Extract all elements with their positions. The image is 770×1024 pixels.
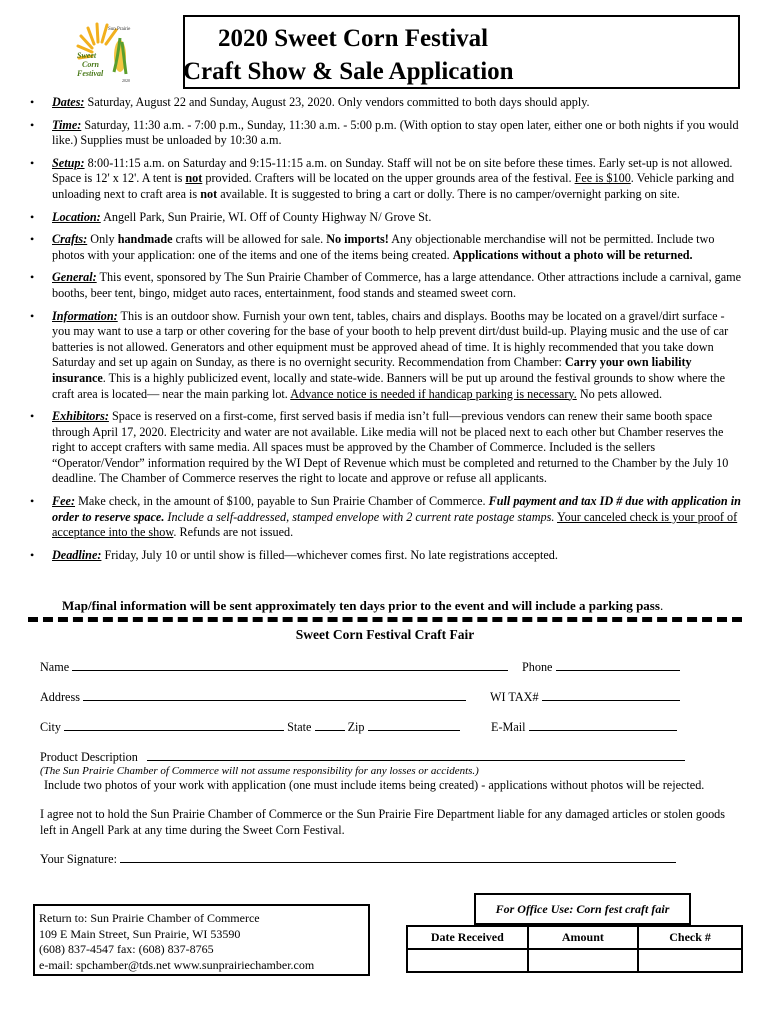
information-text-2: . This is a highly publicized event, locally and state-wide. Banners will be put up around the festival grounds to show where the craft area is located— near the main parking lot. xyxy=(52,370,726,401)
exhibitors-label: Exhibitors: xyxy=(52,409,109,424)
form-title: Sweet Corn Festival Craft Fair xyxy=(295,627,475,642)
witax-label: WI TAX# xyxy=(490,690,539,704)
crafts-label: Crafts: xyxy=(52,232,88,247)
bullet-setup: • Setup: 8:00-11:15 a.m. on Saturday and 9:15-11:15 a.m. on Sunday. Staff will not be on site before these times. Early set-up is not allowed. Space is 12' x 12'. A tent is not provided. Crafters will be located on the upper grounds area of the festival. Fee is $100. Vehicle parking and unloading next to craft area is not available. It is suggested to bring a cart or dolly. There is no camper/overnight parking on site. xyxy=(30,155,735,201)
logo-text-1: Sun Prairie xyxy=(108,27,131,32)
name-label: Name xyxy=(40,660,70,674)
return-line-3: (608) 837-4547 fax: (608) 837-8765 xyxy=(39,942,214,956)
witax-row xyxy=(490,689,680,706)
signature-field[interactable] xyxy=(120,851,676,863)
col-amount: Amount xyxy=(528,926,639,949)
fee-bold: Full payment and tax ID # due with application in order to reserve space. xyxy=(52,494,741,524)
bullet-general: • General: This event, sponsored by The Sun Prairie Chamber of Commerce, has a large attendance. Other attractions include a carnival, game booths, beer tent, bingo, midget auto races, entertainment, food stands and steamed sweet corn. xyxy=(30,270,742,300)
page-title: 2020 Sweet Corn Festival xyxy=(218,25,489,52)
crafts-handmade: handmade xyxy=(117,232,173,247)
info-bullets xyxy=(28,95,744,570)
logo-text-3: Corn xyxy=(82,60,99,69)
general-text: This event, sponsored by The Sun Prairie Chamber of Commerce, has a large attendance. Other attractions include a carnival, game booths, beer tent, bingo, midget auto races, entertainment, food stands and steamed sweet corn. xyxy=(52,270,742,300)
deadline-text: Friday, July 10 or until show is filled—whichever comes first. No late registrations accepted. xyxy=(104,547,558,562)
bullet-dates: • Dates: Saturday, August 22 and Sunday, August 23, 2020. Only vendors committed to both days should apply. xyxy=(30,95,590,109)
information-label: Information: xyxy=(52,308,118,323)
setup-label: Setup: xyxy=(52,155,85,170)
fee-text-3: . Refunds are not issued. xyxy=(173,525,294,540)
bullet-information: • Information: This is an outdoor show. Furnish your own tent, tables, chairs and displays. Booths may be located on a gravel/dirt surface - you may want to use a tarp or other covering for the base of your booth to help prevent dirt/dust build-up. Playing music and the use of car batteries is not allowed. Generators and other equipment must be approved ahead of time. It is highly recommended that you take down Saturday and set up again on Sunday, as there is no overnight security. Recommendation from Chamber: Carry your own liability insurance. This is a highly publicized event, locally and state-wide. Banners will be put up around the festival grounds to show where the craft area is located— near the main parking lot. Advance notice is needed if handicap parking is necessary. No pets allowed. xyxy=(30,308,729,401)
signature-label: Your Signature: xyxy=(40,852,117,866)
zip-label: Zip xyxy=(347,720,365,734)
information-text-1: This is an outdoor show. Furnish your own tent, tables, chairs and displays. Booths may be located on a gravel/dirt surface - you may want to use a tarp or other covering for the base of your booth to help prevent dirt/dust build-up. Playing music and the use of car batteries is not allowed. Generators and other equipment must be approved ahead of time. It is highly recommended that you take down Saturday and set up again on Sunday, as there is no overnight security. Recommendation from Chamber: xyxy=(52,308,729,370)
email-field[interactable] xyxy=(529,719,677,731)
fee-proof: Your canceled check is your proof of acceptance into the show xyxy=(52,509,738,540)
address-row xyxy=(40,689,466,706)
phone-label: Phone xyxy=(522,660,553,674)
product-field[interactable] xyxy=(147,749,685,761)
information-advance: Advance notice is needed if handicap parking is necessary. xyxy=(290,386,577,401)
setup-not-1: not xyxy=(185,171,203,186)
fee-text-1: Make check, in the amount of $100, payable to Sun Prairie Chamber of Commerce. xyxy=(78,494,489,509)
bullet-location: • Location: Angell Park, Sun Prairie, WI. Off of County Highway N/ Grove St. xyxy=(30,209,432,224)
amount-cell[interactable] xyxy=(528,949,639,972)
photos-note: Include two photos of your work with application (one must include items being created) - applications without photos will be rejected. xyxy=(44,778,705,792)
information-liability: Carry your own liability insurance xyxy=(52,355,692,385)
name-field[interactable] xyxy=(72,659,508,671)
logo-text-2: Sweet xyxy=(77,51,97,60)
fee-label: Fee: xyxy=(52,494,76,509)
return-line-1: Return to: Sun Prairie Chamber of Commerce xyxy=(39,911,260,925)
festival-logo xyxy=(74,16,138,86)
address-field[interactable] xyxy=(83,689,466,701)
map-info-line xyxy=(62,598,663,614)
bullet-time: • Time: Saturday, 11:30 a.m. - 7:00 p.m., Sunday, 11:30 a.m. - 5:00 p.m. (With option to stay open later, either one or both nights if you would like.) Supplies must be unloaded by 10:30 a.m. xyxy=(30,117,739,148)
location-text: Angell Park, Sun Prairie, WI. Off of County Highway N/ Grove St. xyxy=(103,209,432,224)
name-row xyxy=(40,659,508,676)
date-received-cell[interactable] xyxy=(407,949,528,972)
return-line-2: 109 E Main Street, Sun Prairie, WI 53590 xyxy=(39,926,241,941)
crafts-text-3: Any objectionable merchandise will not be permitted. Include two photos with your application: one of the items and one of the items being created. xyxy=(52,232,715,262)
city-row xyxy=(40,719,460,736)
dashed-divider xyxy=(28,617,742,622)
crafts-text-2: crafts will be allowed for sale. xyxy=(172,232,327,247)
setup-text-3: . Vehicle parking and unloading next to craft area is xyxy=(52,171,735,201)
col-date-received: Date Received xyxy=(407,926,528,949)
return-line-4: e-mail: spchamber@tds.net www.sunprairiechamber.com xyxy=(39,957,315,972)
logo-year: 2020 xyxy=(122,78,130,83)
setup-fee: Fee is $100 xyxy=(574,171,631,186)
logo-text-4: Festival xyxy=(77,69,104,78)
general-label: General: xyxy=(52,270,97,285)
product-label: Product Description xyxy=(40,750,138,764)
phone-field[interactable] xyxy=(556,659,680,671)
zip-field[interactable] xyxy=(368,719,460,731)
crafts-text-1: Only xyxy=(90,232,118,247)
bullet-fee: • Fee: Make check, in the amount of $100, payable to Sun Prairie Chamber of Commerce. Full payment and tax ID # due with application in order to reserve space. Include a self-addressed, stamped envelope with 2 current rate postage stamps. Your canceled check is your proof of acceptance into the show. Refunds are not issued. xyxy=(30,494,741,540)
information-text-3: No pets allowed. xyxy=(576,386,663,401)
dates-text: Saturday, August 22 and Sunday, August 23, 2020. Only vendors committed to both days should apply. xyxy=(87,95,590,109)
email-row xyxy=(491,719,677,736)
bullet-deadline: • Deadline: Friday, July 10 or until show is filled—whichever comes first. No late registrations accepted. xyxy=(30,547,558,562)
office-use-table xyxy=(406,925,743,973)
disclaimer: (The Sun Prairie Chamber of Commerce will not assume responsibility for any losses or accidents.) xyxy=(40,765,479,777)
city-field[interactable] xyxy=(64,719,284,731)
office-use-title: For Office Use: Corn fest craft fair xyxy=(474,893,691,925)
city-label: City xyxy=(40,720,61,734)
bullet-exhibitors: • Exhibitors: Space is reserved on a first-come, first served basis if media isn’t full—previous vendors can renew their same booth space through April 17, 2020. Electricity and water are not available. Like media will not be placed next to each other but Chamber reserves the right to accept crafters with same media. All spaces must be approved by the Chamber of Commerce. Included is the sellers “Operator/Vendor” information required by the WI Dept of Revenue which must be completed and returned to the Chamber by the July 10 deadline. The Chamber of Commerce reserves the right to locate and approve or refuse all applicants. xyxy=(30,409,729,486)
location-label: Location: xyxy=(52,209,101,224)
signature-row xyxy=(40,851,676,868)
witax-field[interactable] xyxy=(542,689,680,701)
deadline-label: Deadline: xyxy=(52,547,102,562)
exhibitors-text: Space is reserved on a first-come, first served basis if media isn’t full—previous vendors can renew their same booth space through April 17, 2020. Electricity and water are not available. Like media will not be placed next to each other but Chamber reserves the right to accept crafters with same media. All spaces must be approved by the Chamber of Commerce. Included is the sellers “Operator/Vendor” information required by the WI Dept of Revenue which must be completed and returned to the Chamber by the July 10 deadline. The Chamber of Commerce reserves the right to locate and approve or refuse all applicants. xyxy=(52,409,729,486)
agreement-text: I agree not to hold the Sun Prairie Chamber of Commerce or the Sun Prairie Fire Department liable for any damaged articles or stolen goods left in Angell Park at any time during the Sweet Corn Festival. xyxy=(40,807,726,837)
page-subtitle: Craft Show & Sale Application xyxy=(183,58,514,85)
bullet-crafts: • Crafts: Only handmade crafts will be allowed for sale. No imports! Any objectionable merchandise will not be permitted. Include two photos with your application: one of the items and one of the items being created. Applications without a photo will be returned. xyxy=(30,232,715,262)
dates-label: Dates: xyxy=(52,95,85,109)
map-info-period: . xyxy=(659,598,664,613)
return-address-box xyxy=(33,904,370,976)
crafts-noimports: No imports! xyxy=(326,232,389,247)
time-label: Time: xyxy=(52,117,82,132)
setup-text-4: available. It is suggested to bring a cart or dolly. There is no camper/overnight parking on site. xyxy=(217,186,680,201)
setup-not-2: not xyxy=(200,186,218,201)
check-number-cell[interactable] xyxy=(638,949,742,972)
phone-row xyxy=(522,659,680,676)
state-label: State xyxy=(287,720,312,734)
col-check-number: Check # xyxy=(638,926,742,949)
map-info-text: Map/final information will be sent approximately ten days prior to the event and will include a parking pass xyxy=(62,598,660,613)
address-label: Address xyxy=(40,690,80,704)
time-text: Saturday, 11:30 a.m. - 7:00 p.m., Sunday, 11:30 a.m. - 5:00 p.m. (With option to stay open later, either one or both nights if you would like.) Supplies must be unloaded by 10:30 a.m. xyxy=(52,117,739,148)
fee-italic: Include a self-addressed, stamped envelope with 2 current rate postage stamps. xyxy=(164,509,555,524)
state-field[interactable] xyxy=(315,719,345,731)
crafts-returned: Applications without a photo will be returned. xyxy=(452,247,693,262)
setup-text-2: provided. Crafters will be located on the upper grounds area of the festival. xyxy=(202,171,575,186)
setup-text-1: 8:00-11:15 a.m. on Saturday and 9:15-11:15 a.m. on Sunday. Staff will not be on site before these times. Early set-up is not allowed. Space is 12' x 12'. A tent is xyxy=(52,155,733,186)
email-label: E-Mail xyxy=(491,720,526,734)
